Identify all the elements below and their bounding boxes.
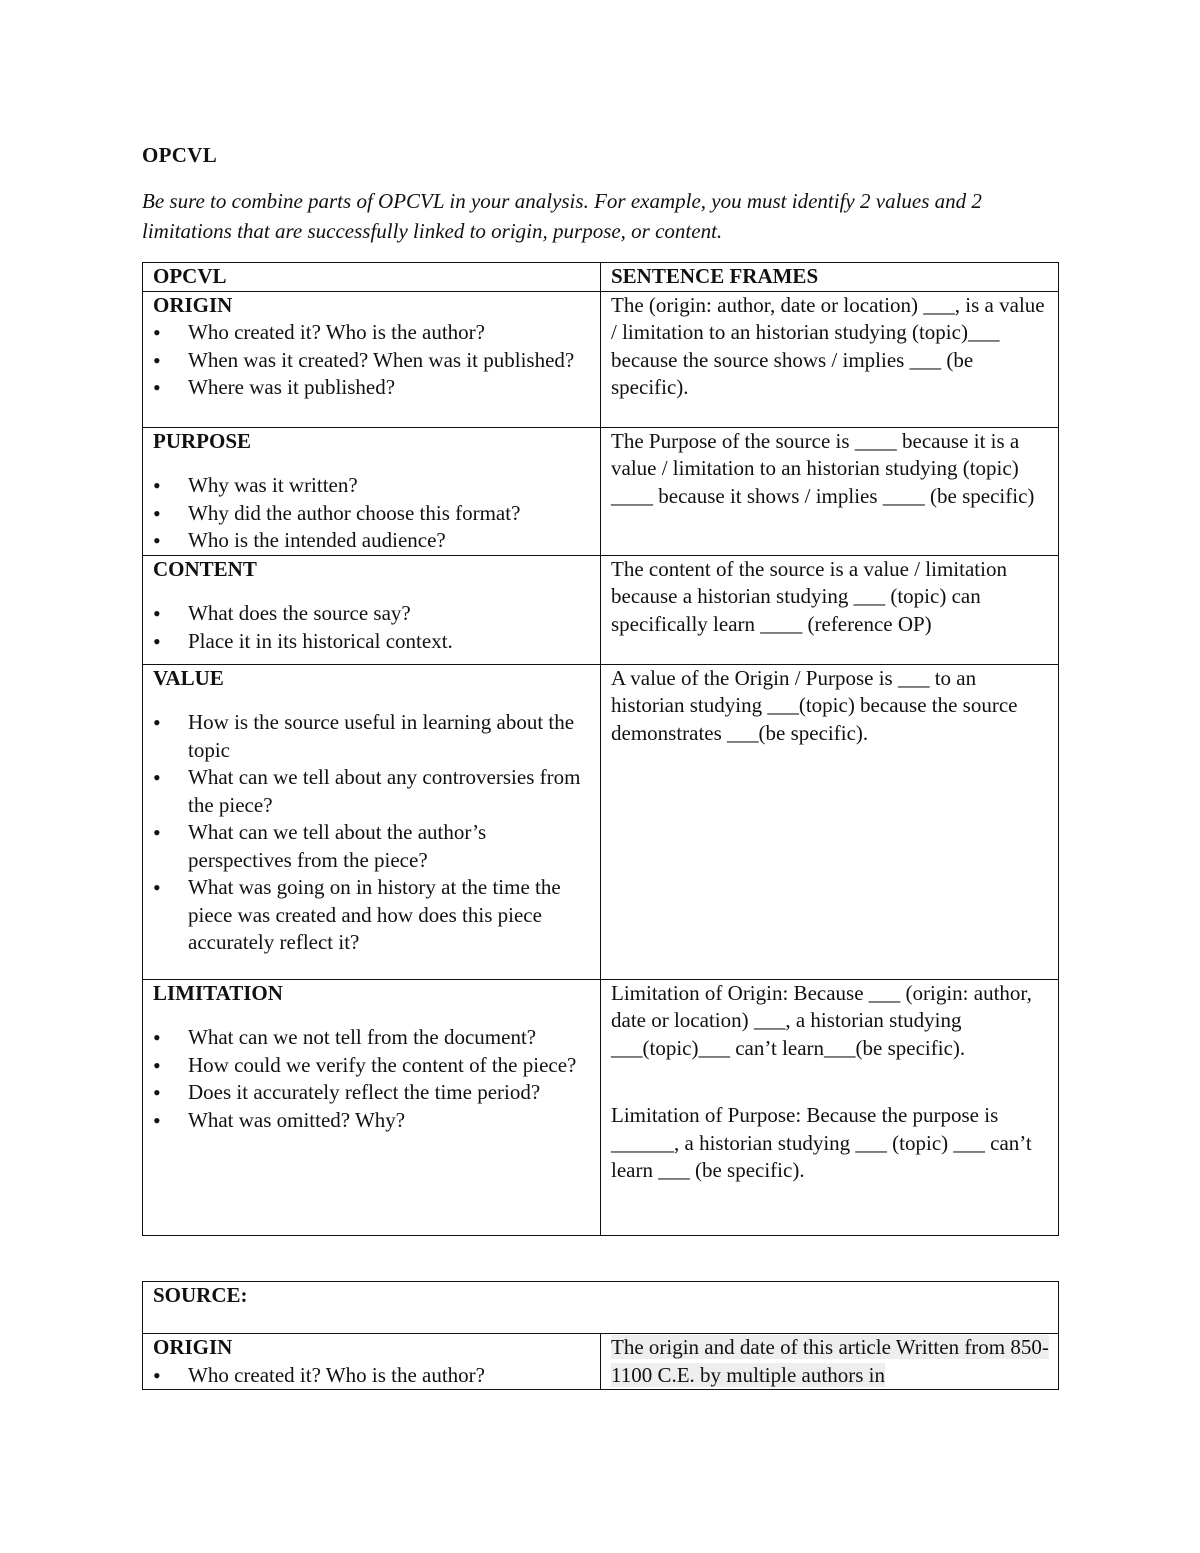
purpose-sentence-frame: The Purpose of the source is ____ because it is a value / limitation to an historian studying (topic) ____ because it shows / implies ____ (be specific) bbox=[601, 427, 1059, 555]
list-item: • When was it created? When was it published? bbox=[153, 347, 592, 375]
table-header-row bbox=[143, 263, 1059, 292]
table-row-origin bbox=[143, 291, 1059, 427]
origin-heading: ORIGIN bbox=[153, 292, 233, 317]
value-question-list bbox=[153, 709, 592, 957]
limitation-sentence-frames-cell bbox=[601, 979, 1059, 1235]
list-item: • Who created it? Who is the author? bbox=[153, 319, 592, 347]
opcvl-table bbox=[142, 262, 1059, 1236]
source-origin-answer-cell bbox=[601, 1334, 1059, 1390]
table-row-content bbox=[143, 555, 1059, 664]
list-item: • Who created it? Who is the author? bbox=[153, 1362, 592, 1390]
limitation-origin-frame: Limitation of Origin: Because ___ (origin: author, date or location) ___, a historian studying ___(topic)___ can’t learn___(be specific). bbox=[611, 980, 1038, 1060]
list-item: • What can we tell about any controversies from the piece? bbox=[153, 764, 592, 819]
value-questions-cell bbox=[143, 664, 601, 979]
limitation-heading: LIMITATION bbox=[153, 980, 283, 1005]
list-item: • Where was it published? bbox=[153, 374, 592, 402]
list-item: • Why was it written? bbox=[153, 472, 592, 500]
table-row-limitation bbox=[143, 979, 1059, 1235]
origin-questions-cell bbox=[143, 291, 601, 427]
source-origin-cell bbox=[143, 1334, 601, 1390]
value-heading: VALUE bbox=[153, 665, 224, 690]
content-question-list bbox=[153, 600, 592, 655]
purpose-heading: PURPOSE bbox=[153, 428, 252, 453]
list-item: • How could we verify the content of the piece? bbox=[153, 1052, 592, 1080]
list-item: • What can we tell about the author’s perspectives from the piece? bbox=[153, 819, 592, 874]
source-origin-heading: ORIGIN bbox=[153, 1335, 233, 1359]
source-label: SOURCE: bbox=[143, 1282, 1059, 1334]
table-row-purpose bbox=[143, 427, 1059, 555]
content-questions-cell bbox=[143, 555, 601, 664]
source-origin-row bbox=[143, 1334, 1059, 1390]
source-origin-question-list bbox=[153, 1362, 592, 1390]
content-sentence-frame: The content of the source is a value / limitation because a historian studying ___ (topic) can specifically learn ____ (reference OP) bbox=[601, 555, 1059, 664]
table-row-value bbox=[143, 664, 1059, 979]
content-heading: CONTENT bbox=[153, 556, 257, 581]
page-title: OPCVL bbox=[142, 143, 217, 167]
list-item: • Why did the author choose this format? bbox=[153, 500, 592, 528]
list-item: • Place it in its historical context. bbox=[153, 628, 592, 656]
limitation-purpose-frame: Limitation of Purpose: Because the purpose is ______, a historian studying ___ (topic) ___ can’t learn ___ (be specific). bbox=[611, 1103, 1037, 1182]
limitation-question-list bbox=[153, 1024, 592, 1134]
source-table bbox=[142, 1281, 1059, 1390]
list-item: • What does the source say? bbox=[153, 600, 592, 628]
header-opcvl: OPCVL bbox=[143, 263, 601, 292]
intro-instructions: Be sure to combine parts of OPCVL in your analysis. For example, you must identify 2 values and 2 limitations that are successfully linked to origin, purpose, or content. bbox=[142, 189, 982, 243]
list-item: • Who is the intended audience? bbox=[153, 527, 592, 555]
limitation-questions-cell bbox=[143, 979, 601, 1235]
list-item: • Does it accurately reflect the time period? bbox=[153, 1079, 592, 1107]
list-item: • How is the source useful in learning about the topic bbox=[153, 709, 592, 764]
purpose-question-list bbox=[153, 472, 592, 555]
header-sentence-frames: SENTENCE FRAMES bbox=[601, 263, 1059, 292]
origin-sentence-frame: The (origin: author, date or location) ___, is a value / limitation to an historian studying (topic)___ because the source shows / implies ___ (be specific). bbox=[601, 291, 1059, 427]
origin-question-list bbox=[153, 319, 592, 402]
source-origin-answer: The origin and date of this article Written from 850-1100 C.E. by multiple authors in bbox=[611, 1335, 1049, 1387]
value-sentence-frame: A value of the Origin / Purpose is ___ to an historian studying ___(topic) because the source demonstrates ___(be specific). bbox=[601, 664, 1059, 979]
list-item: • What was omitted? Why? bbox=[153, 1107, 592, 1135]
list-item: • What was going on in history at the time the piece was created and how does this piece accurately reflect it? bbox=[153, 874, 592, 957]
list-item: • What can we not tell from the document? bbox=[153, 1024, 592, 1052]
purpose-questions-cell bbox=[143, 427, 601, 555]
source-row bbox=[143, 1282, 1059, 1334]
